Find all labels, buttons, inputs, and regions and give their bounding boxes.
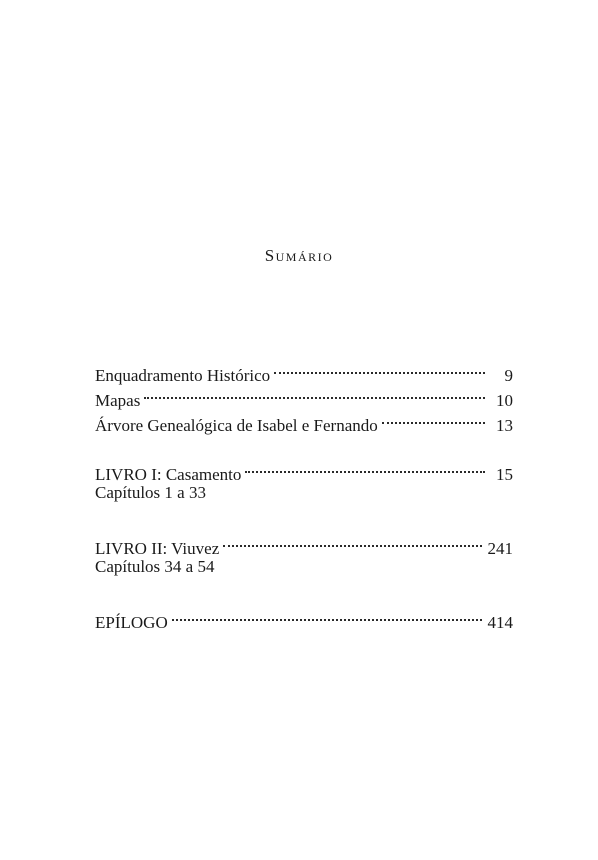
spacer [95,579,513,603]
toc-entry-page: 414 [487,613,513,632]
toc-entry-mapas [95,381,513,410]
toc-entry-page: 13 [496,416,513,435]
toc-entry-page: 15 [496,465,513,484]
dot-leader [223,529,481,554]
toc-entry-label: LIVRO II: Viuvez [95,539,220,558]
dot-leader [274,356,485,381]
toc-entry-label: Árvore Genealógica de Isabel e Fernando [95,416,378,435]
toc-subentry-livro-1: Capítulos 1 a 33 [95,483,206,502]
dot-leader [382,406,485,431]
toc-title: Sumário [264,246,334,265]
spacer [95,505,513,529]
dot-leader [172,603,482,628]
toc-entry-page: 10 [496,391,513,410]
toc-entry-livro-1 [95,455,513,484]
toc-entry-label: Enquadramento Histórico [95,366,271,385]
dot-leader [144,381,485,406]
table-of-contents [95,356,513,632]
toc-entry-enquadramento [95,356,513,385]
toc-entry-epilogo [95,603,513,632]
toc-entry-label: Mapas [95,391,141,410]
toc-subentry-livro-2: Capítulos 34 a 54 [95,557,215,576]
toc-entry-label: LIVRO I: Casamento [95,465,242,484]
toc-entry-page: 241 [487,539,513,558]
toc-entry-livro-2 [95,529,513,558]
toc-entry-page: 9 [504,366,513,385]
toc-entry-arvore [95,406,513,435]
toc-entry-label: EPÍLOGO [95,613,168,632]
dot-leader [245,455,485,480]
